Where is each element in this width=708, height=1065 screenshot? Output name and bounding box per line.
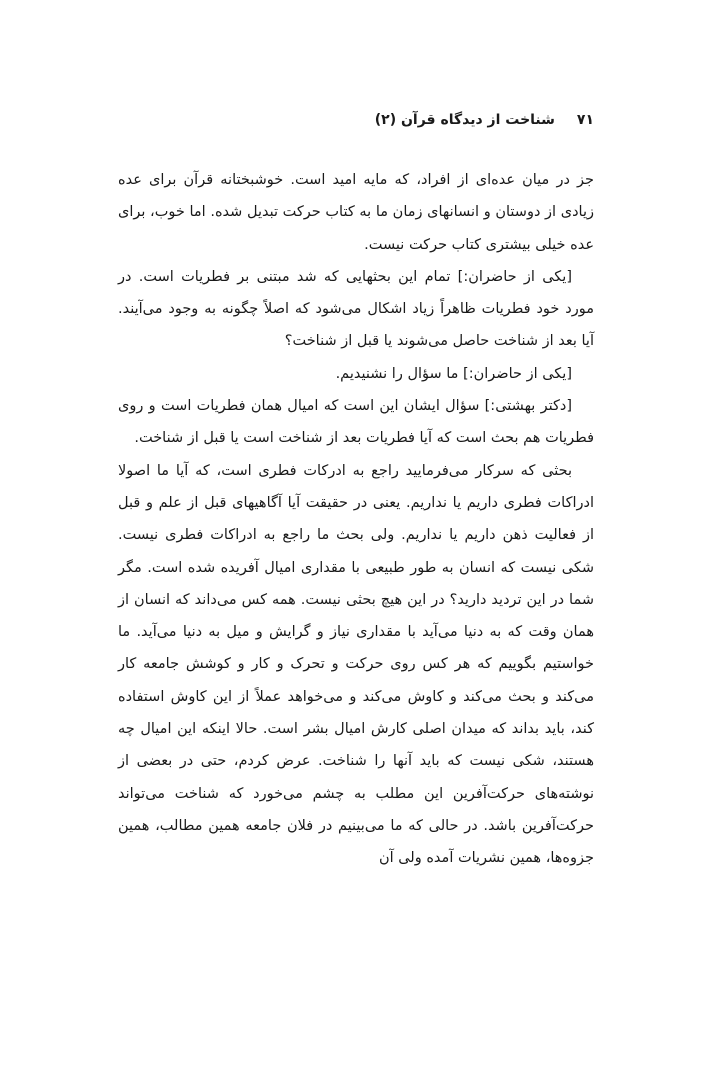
paragraph: [یکی از حاضران:] ما سؤال را نشنیدیم.	[335, 365, 572, 382]
page-number: ۷۱	[576, 112, 594, 128]
book-page	[118, 112, 594, 932]
paragraph: بحثی که سرکار می‌فرمایید راجع به ادرکات فطری است، که آیا ما اصولا ادراکات فطری داریم یا نداریم. یعنی در حقیقت آیا آگاهیهای قبل از علم و قبل از فعالیت ذهن داریم یا نداریم. ولی بحث ما راجع به ادراکات فطری نیست. شکی نیست که انسان به طور طبیعی با مقداری امیال آفریده شده است. مگر شما در این تردید دارید؟ در این هیچ بحثی نیست. همه کس می‌داند که انسان از همان وقت که به دنیا می‌آید با مقداری نیاز و گرایش و میل به دنیا می‌آید. ما خواستیم بگوییم که هر کس روی حرکت و تحرک و کار و کوشش جامعه کار می‌کند و بحث می‌کند و کاوش می‌کند و می‌خواهد عملاً از این کاوش استفاده کند، باید بداند که میدان اصلی کارش امیال بشر است. حالا اینکه این امیال چه هستند، شکی نیست که باید آنها را شناخت. عرض کردم، حتی در بعضی از نوشته‌های حرکت‌آفرین این مطلب به چشم می‌خورد که شناخت می‌تواند حرکت‌آفرین باشد. در حالی که ما می‌بینیم در فلان جامعه همین مطالب، همین جزوه‌ها، همین نشریات آمده ولی آن	[118, 462, 594, 867]
running-title: شناخت از دیدگاه قرآن (۲)	[374, 112, 555, 128]
running-head	[118, 112, 594, 146]
paragraph: [دکتر بهشتی:] سؤال ایشان این است که امیال همان فطریات است و روی فطریات هم بحث است که آیا فطریات بعد از شناخت است یا قبل از شناخت.	[118, 398, 594, 447]
body-text	[118, 164, 594, 875]
paragraph: [یکی از حاضران:] تمام این بحثهایی که شد مبتنی بر فطریات است. در مورد خود فطریات ظاهراً زیاد اشکال می‌شود که اصلاً چگونه به وجود می‌آیند. آیا بعد از شناخت حاصل می‌شوند یا قبل از شناخت؟	[118, 268, 594, 350]
paragraph: جز در میان عده‌ای از افراد، که مایه امید است. خوشبختانه قرآن برای عده زیادی از دوستان و انسانهای زمان ما به کتاب حرکت تبدیل شده. اما خوب، برای عده خیلی بیشتری کتاب حرکت نیست.	[118, 172, 594, 253]
